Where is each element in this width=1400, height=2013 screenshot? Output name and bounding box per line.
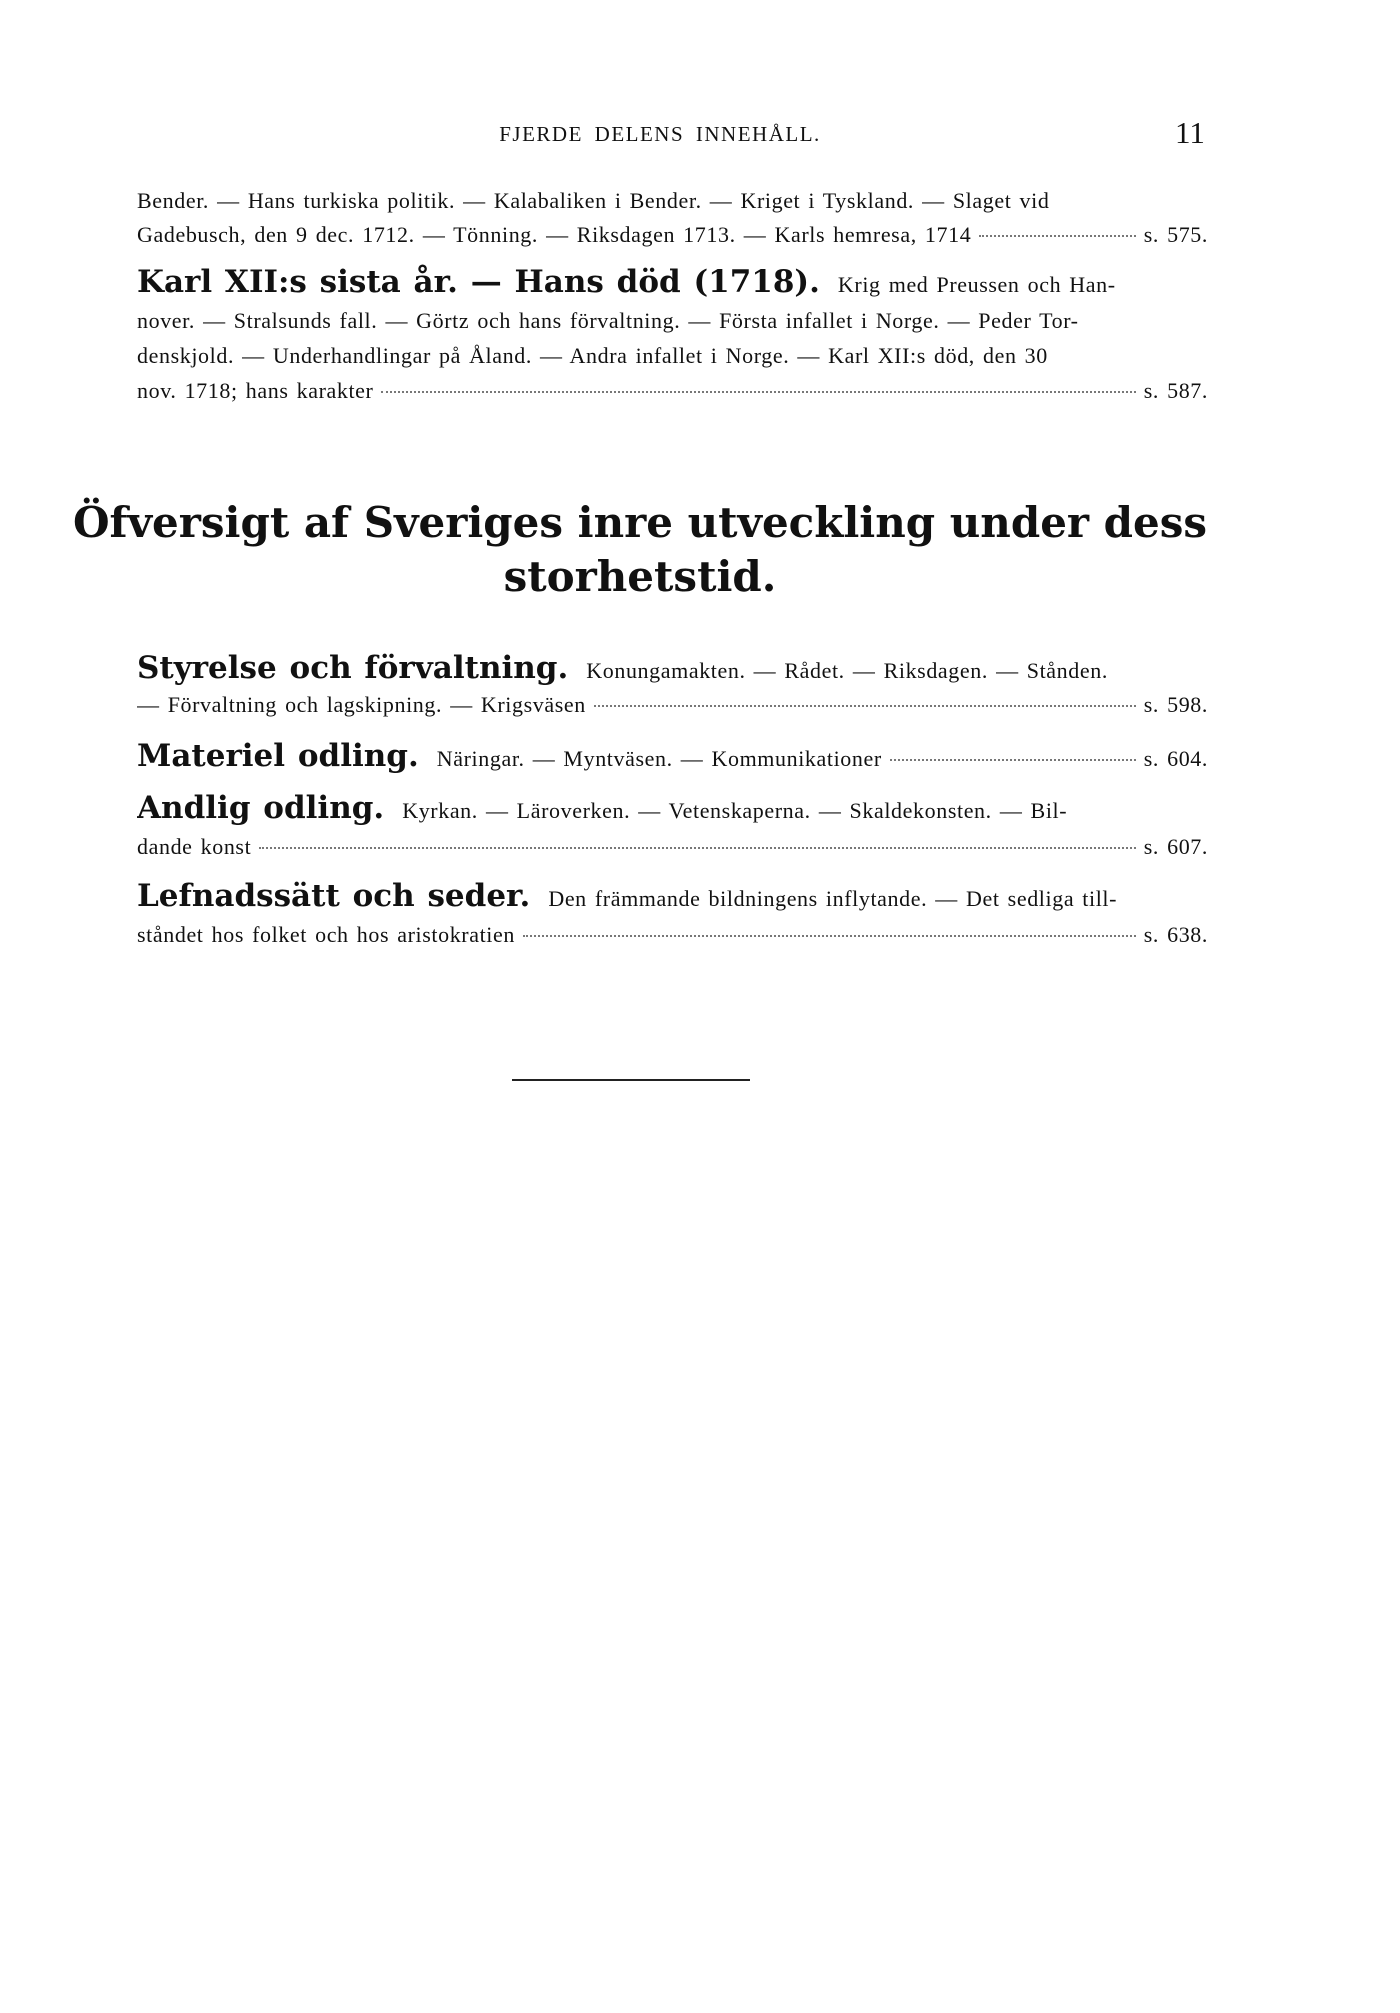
section-heading: Andlig odling. — [137, 790, 385, 826]
dot-leader — [381, 391, 1135, 393]
toc-entry-styrelse — [137, 650, 1208, 728]
toc-text: Gadebusch, den 9 dec. 1712. — Tönning. — Riksdagen 1713. — Karls hemresa, 1714 — [137, 222, 972, 247]
section-title-line: Öfversigt af Sveriges inre utveckling under dess — [72, 498, 1208, 547]
section-title — [0, 496, 1400, 604]
section-heading: Materiel odling. — [137, 738, 419, 774]
toc-text: dande konst — [137, 834, 252, 859]
page-number: 11 — [1175, 115, 1205, 150]
section-heading: Styrelse och förvaltning. — [137, 650, 569, 686]
toc-line — [137, 692, 1208, 728]
toc-line — [137, 790, 1208, 834]
toc-entry-lefnadssatt — [137, 878, 1208, 958]
page-reference: s. 604. — [1143, 746, 1208, 771]
toc-text: Bender. — Hans turkiska politik. — Kalabaliken i Bender. — Kriget i Tyskland. — Slaget vid — [137, 188, 1050, 213]
dot-leader — [523, 935, 1136, 937]
toc-line — [137, 834, 1208, 870]
toc-entry-bender — [137, 188, 1208, 256]
toc-line — [137, 343, 1208, 378]
page-reference: s. 587. — [1143, 378, 1208, 403]
toc-entry-karl-xii — [137, 264, 1208, 413]
toc-line — [137, 308, 1208, 343]
toc-text: nov. 1718; hans karakter — [137, 378, 374, 403]
toc-text: Krig med Preussen och Han- — [837, 272, 1116, 297]
dot-leader — [890, 759, 1136, 761]
section-heading: Lefnadssätt och seder. — [137, 878, 531, 914]
page-reference: s. 598. — [1143, 692, 1208, 717]
toc-line — [137, 222, 1208, 256]
running-head-text: FJERDE DELENS INNEHÅLL. — [499, 122, 821, 146]
toc-text: Konungamakten. — Rådet. — Riksdagen. — Stånden. — [586, 658, 1108, 683]
page-reference: s. 575. — [1143, 222, 1208, 247]
toc-line — [137, 264, 1208, 308]
closing-rule — [512, 1079, 750, 1081]
toc-entry-materiel — [137, 738, 1208, 782]
toc-text: denskjold. — Underhandlingar på Åland. — Andra infallet i Norge. — Karl XII:s död, den 30 — [137, 343, 1048, 368]
dot-leader — [594, 705, 1136, 707]
section-title-line: storhetstid. — [503, 552, 777, 601]
toc-text: Den främmande bildningens inflytande. — Det sedliga till- — [548, 886, 1118, 911]
toc-line — [137, 650, 1208, 692]
page-reference: s. 638. — [1143, 922, 1208, 947]
toc-line — [137, 188, 1208, 222]
toc-text: — Förvaltning och lagskipning. — Krigsväsen — [137, 692, 586, 717]
dot-leader — [259, 847, 1135, 849]
page-reference: s. 607. — [1143, 834, 1208, 859]
toc-line — [137, 922, 1208, 958]
toc-line — [137, 878, 1208, 922]
toc-line — [137, 738, 1208, 782]
toc-text: Kyrkan. — Läroverken. — Vetenskaperna. — Skaldekonsten. — Bil- — [402, 798, 1068, 823]
toc-entry-andlig — [137, 790, 1208, 870]
toc-text: Näringar. — Myntväsen. — Kommunikationer — [436, 746, 882, 771]
toc-line — [137, 378, 1208, 413]
toc-text: ståndet hos folket och hos aristokratien — [137, 922, 515, 947]
dot-leader — [979, 235, 1135, 237]
section-heading: Karl XII:s sista år. — Hans död (1718). — [137, 264, 820, 300]
toc-text: nover. — Stralsunds fall. — Görtz och hans förvaltning. — Första infallet i Norge. — Peder Tor- — [137, 308, 1079, 333]
